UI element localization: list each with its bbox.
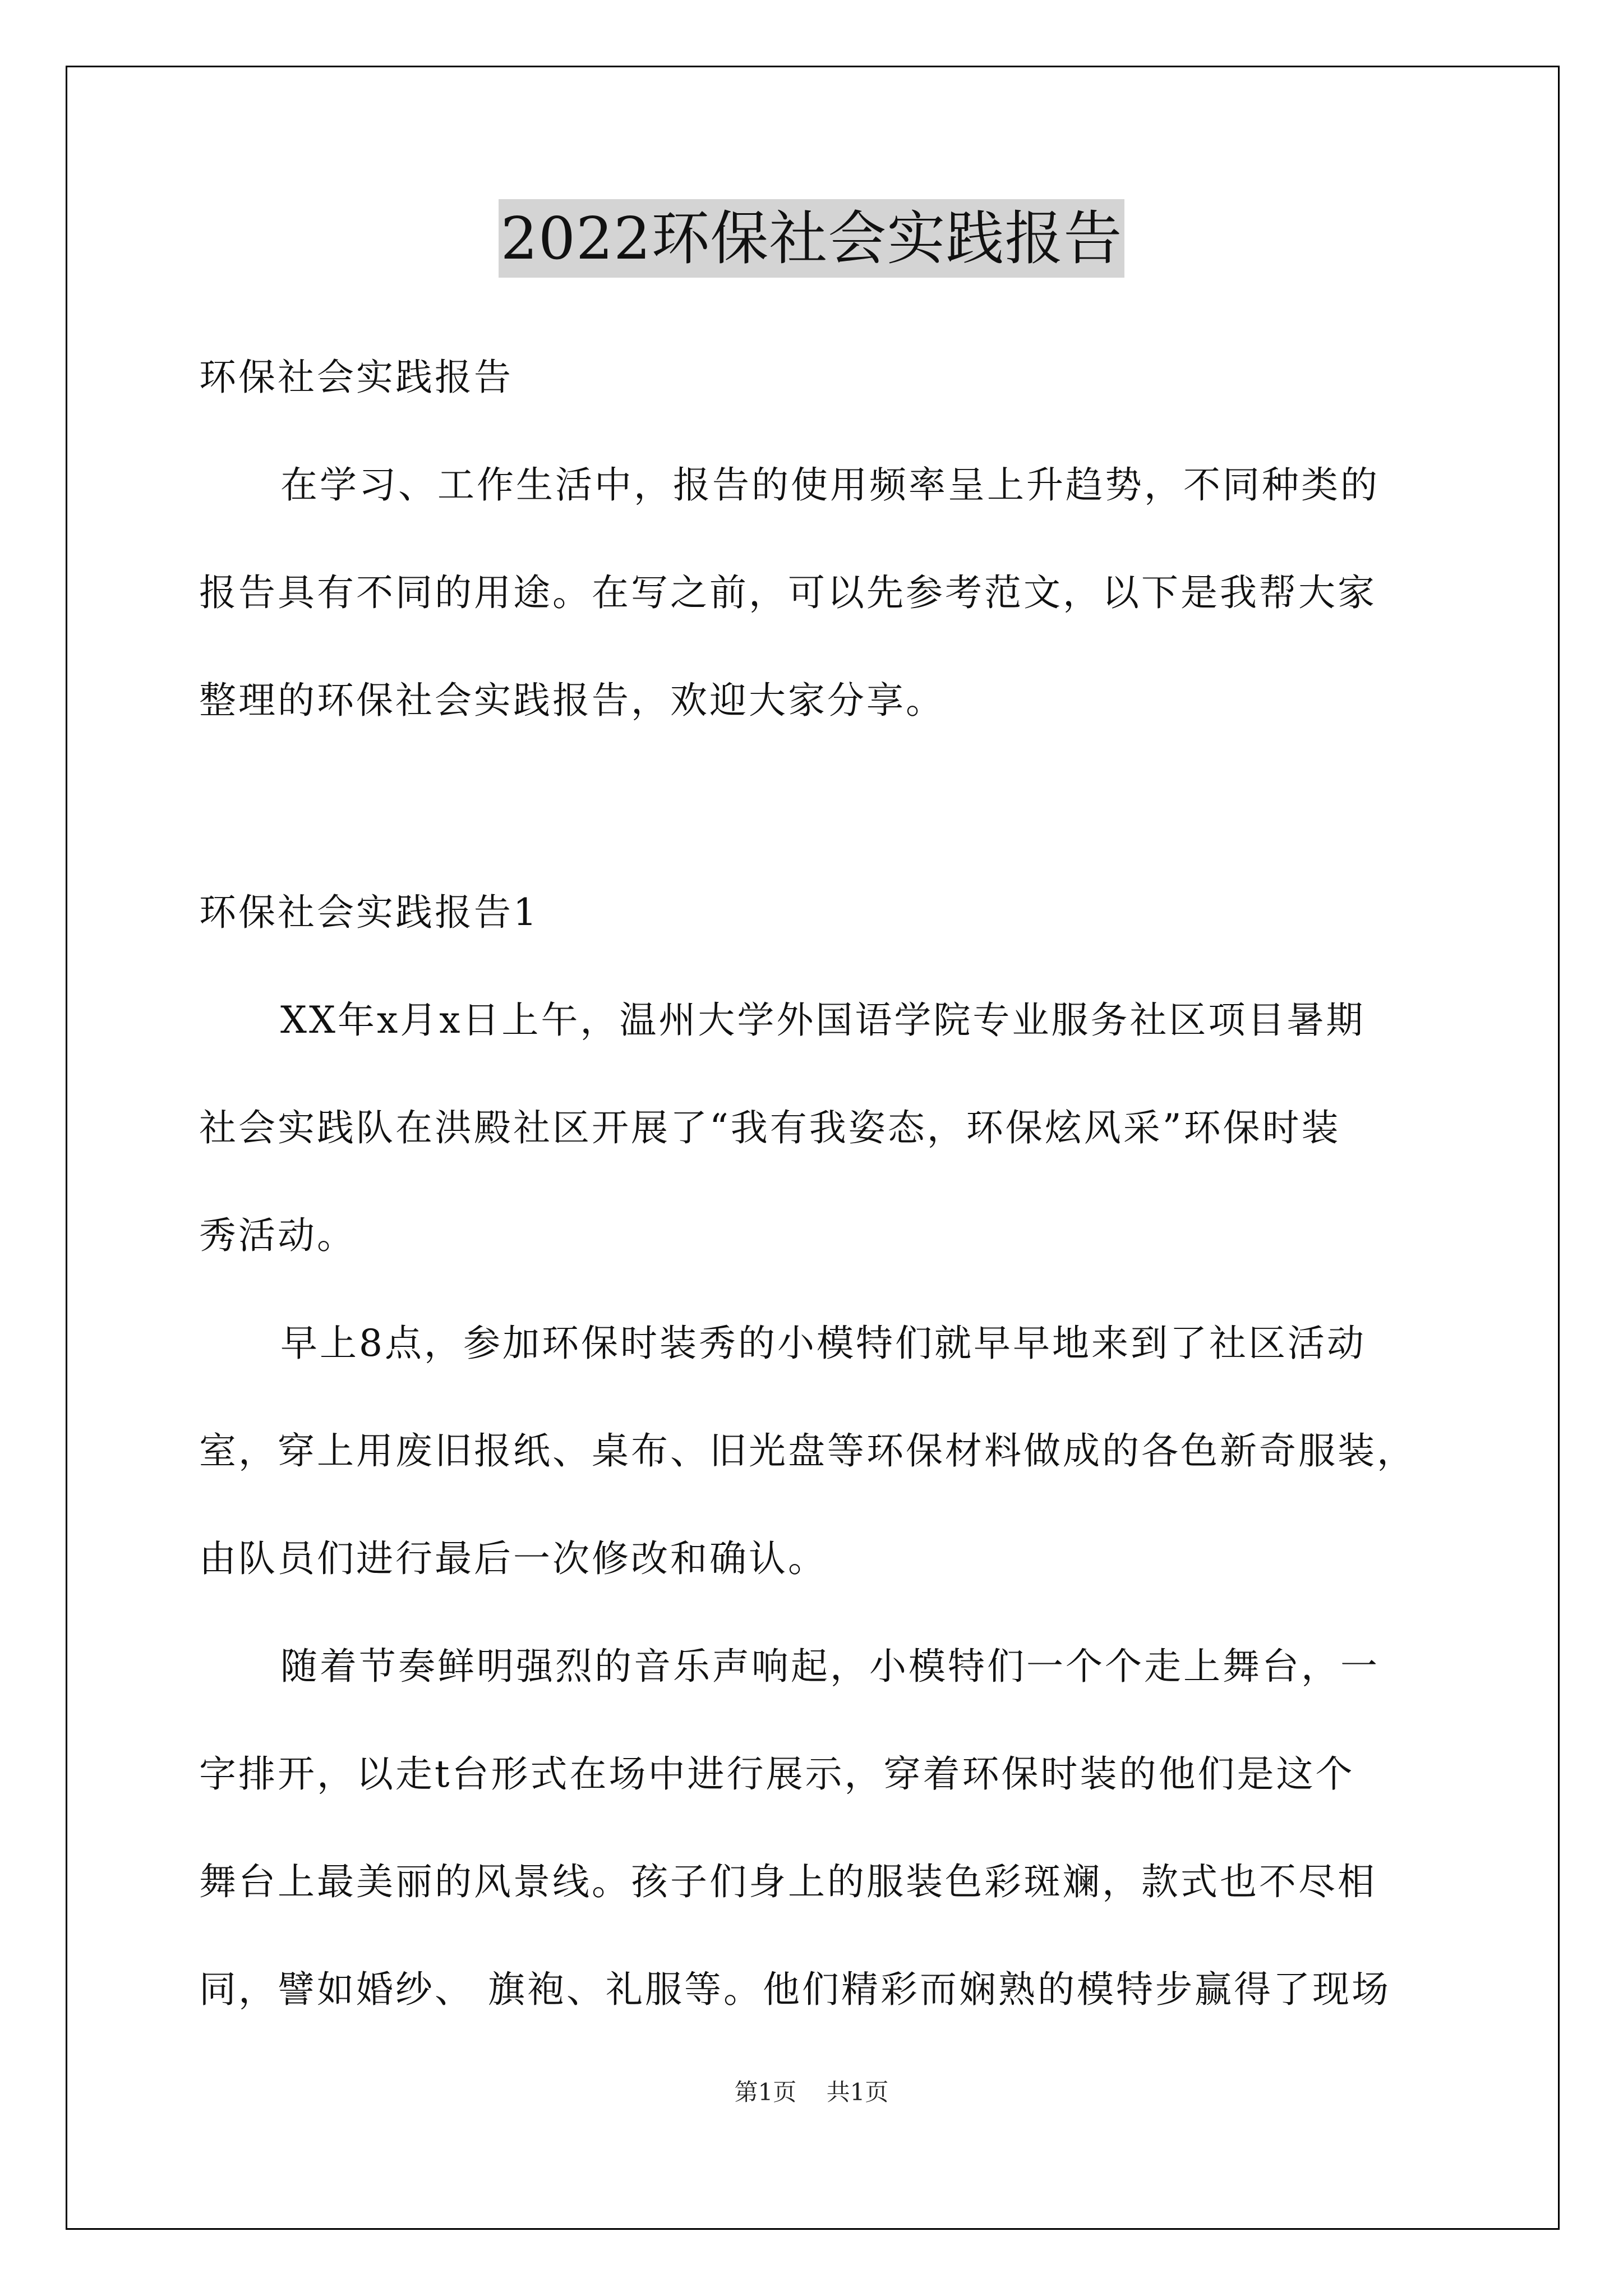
paragraph2-line-3: 由队员们进行最后一次修改和确认。 (199, 1537, 827, 1580)
paragraph1-line-3: 秀活动。 (199, 1214, 356, 1257)
document-heading: 环保社会实践报告 (199, 356, 513, 399)
page-footer (0, 2076, 1623, 2109)
paragraph3-line-4: 同，譬如婚纱、 旗袍、礼服等。他们精彩而娴熟的模特步赢得了现场 (199, 1968, 1391, 2011)
intro-line-3: 整理的环保社会实践报告，欢迎大家分享。 (199, 679, 945, 722)
document-title: 2022环保社会实践报告 (499, 199, 1125, 278)
paragraph3-line-2: 字排开，以走t台形式在场中进行展示，穿着环保时装的他们是这个 (199, 1752, 1355, 1796)
paragraph3-line-1: 随着节奏鲜明强烈的音乐声响起，小模特们一个个走上舞台，一 (280, 1645, 1380, 1688)
section-heading: 环保社会实践报告1 (199, 891, 539, 934)
paragraph1-line-2: 社会实践队在洪殿社区开展了“我有我姿态，环保炫风采”环保时装 (199, 1106, 1341, 1149)
paragraph2-line-1: 早上8点，参加环保时装秀的小模特们就早早地来到了社区活动 (280, 1322, 1366, 1365)
paragraph3-line-3: 舞台上最美丽的风景线。孩子们身上的服装色彩斑斓，款式也不尽相 (199, 1860, 1377, 1903)
paragraph2-line-2: 室，穿上用废旧报纸、桌布、旧光盘等环保材料做成的各色新奇服装， (199, 1429, 1416, 1473)
paragraph1-line-1: XX年x月x日上午，温州大学外国语学院专业服务社区项目暑期 (280, 999, 1366, 1042)
intro-line-1: 在学习、工作生活中，报告的使用频率呈上升趋势，不同种类的 (280, 463, 1380, 507)
page-number: 第1页 (734, 2078, 797, 2106)
title-container (0, 199, 1623, 278)
page-total: 共1页 (826, 2078, 889, 2106)
intro-line-2: 报告具有不同的用途。在写之前，可以先参考范文，以下是我帮大家 (199, 571, 1377, 614)
